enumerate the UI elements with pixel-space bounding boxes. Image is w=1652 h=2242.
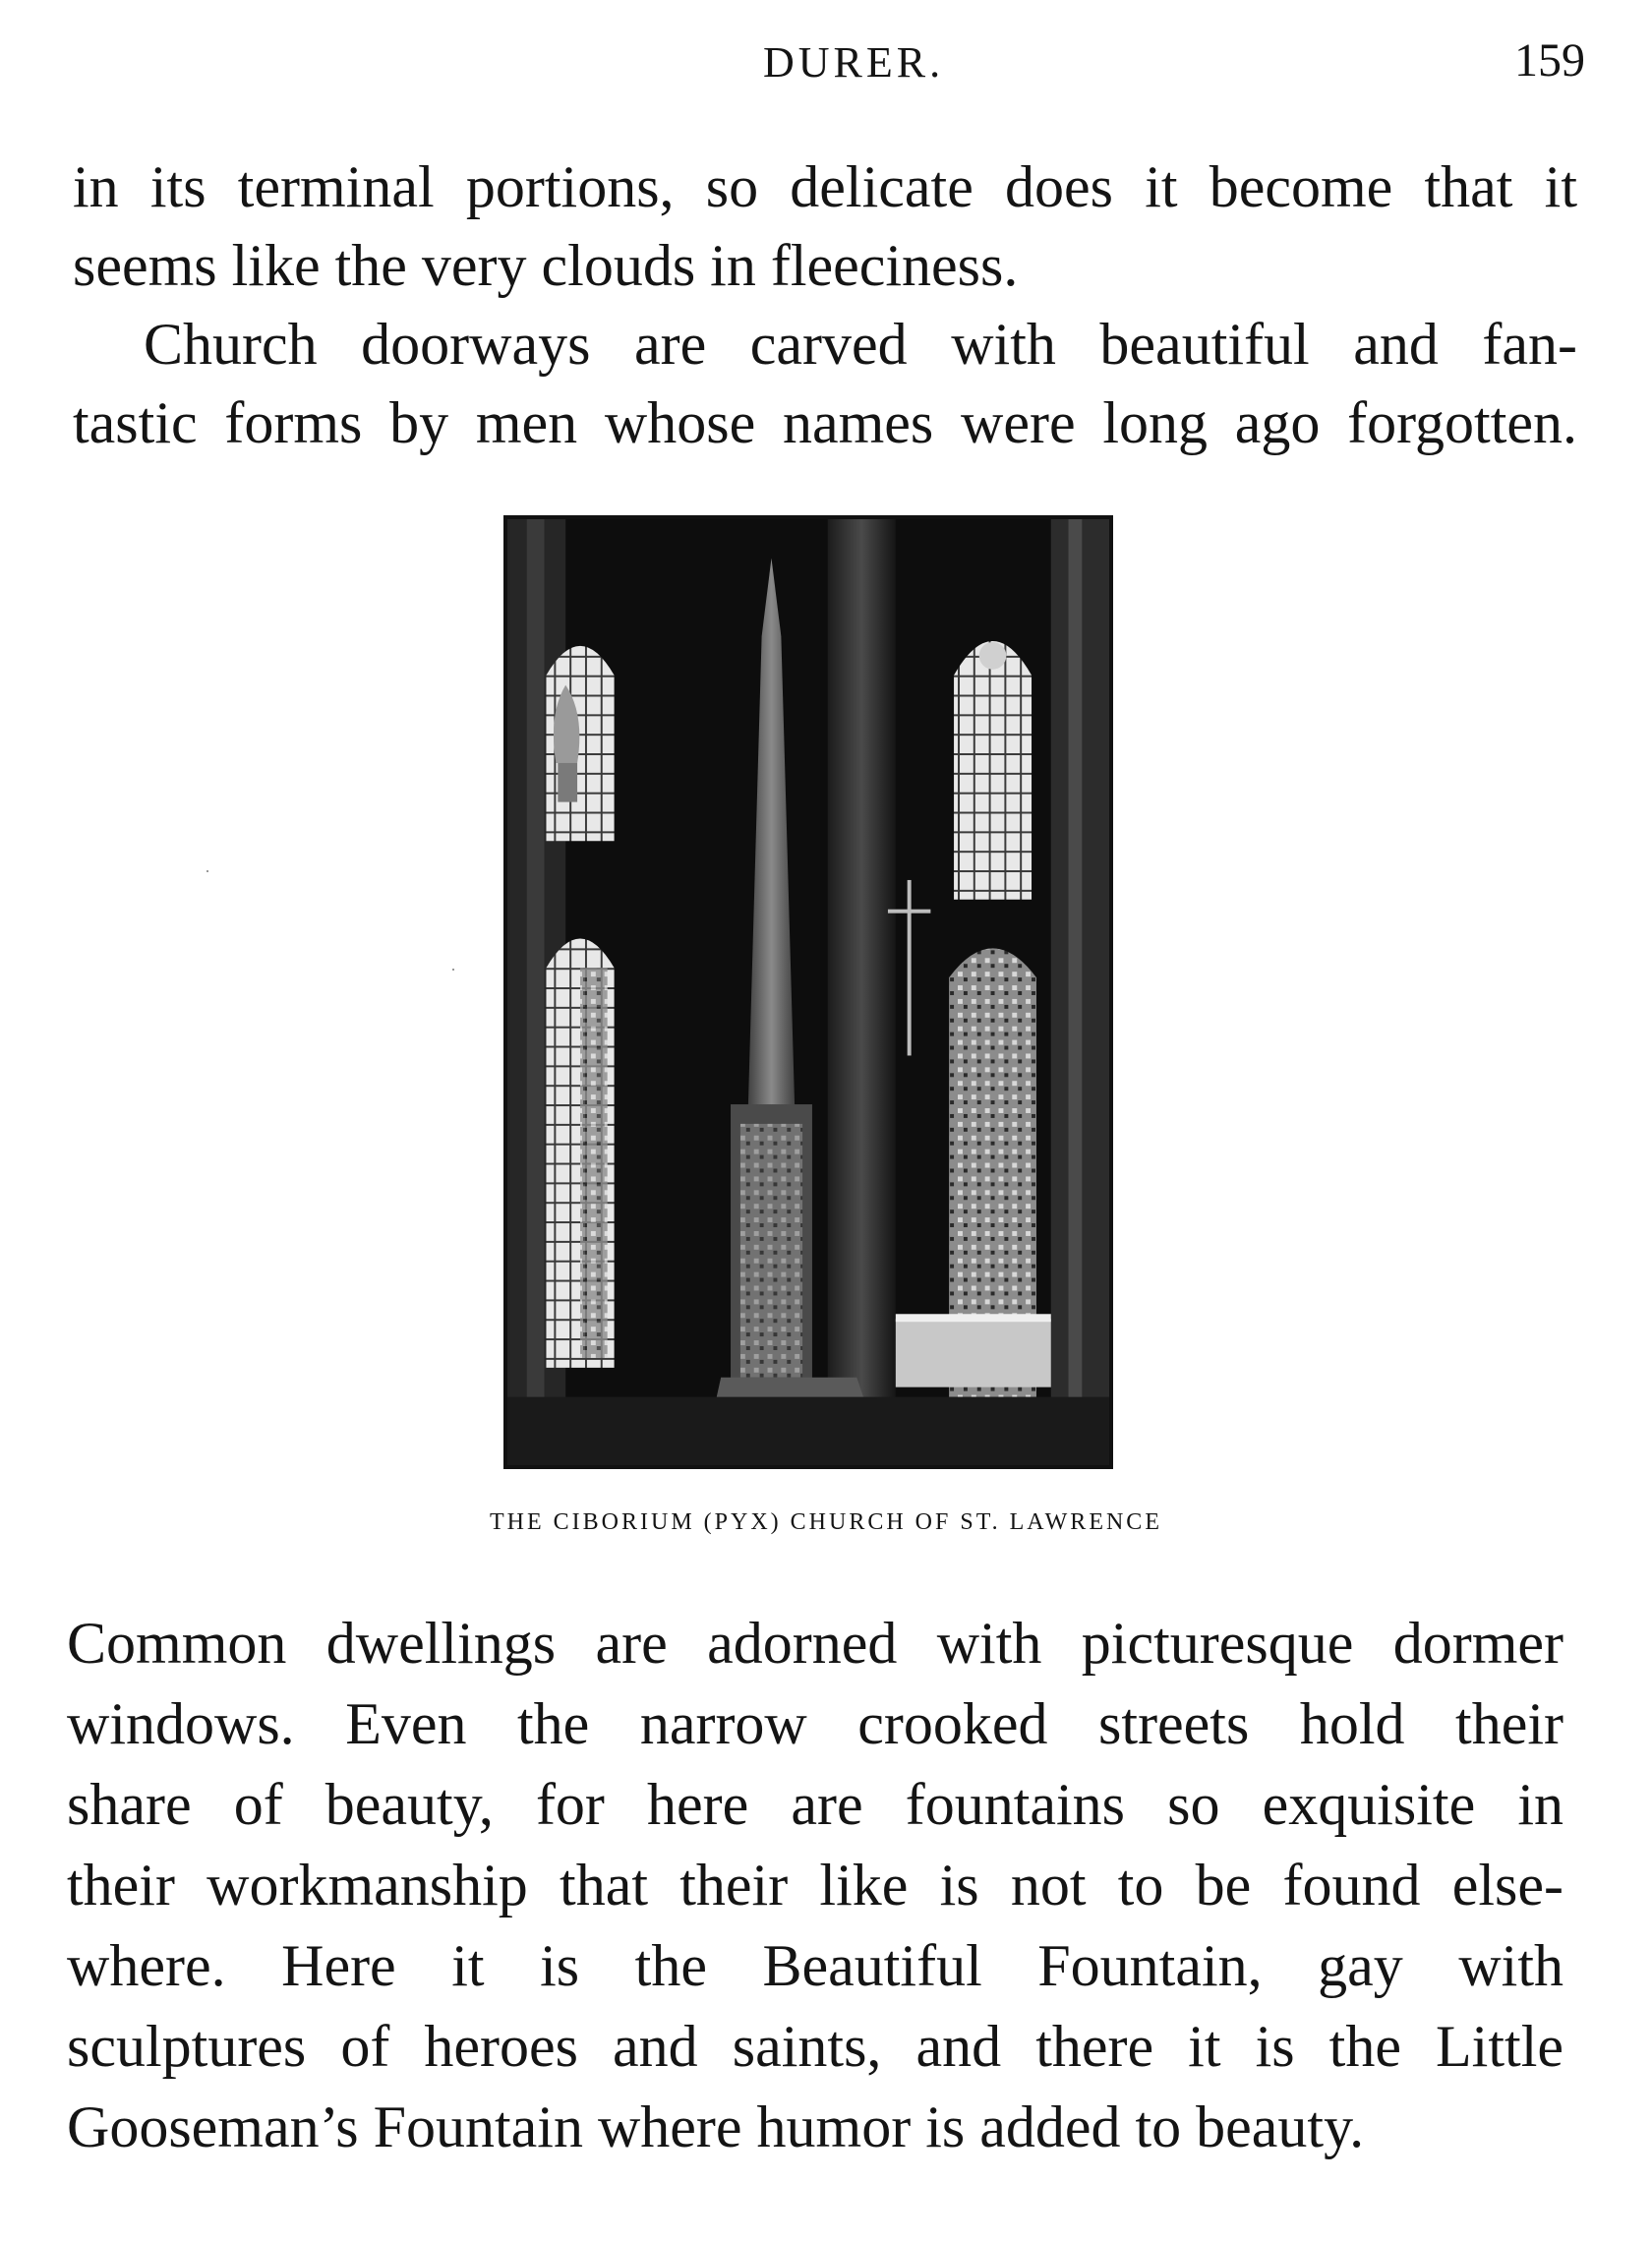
text-line: Church doorways are carved with beautiful and fan- <box>144 312 1577 377</box>
text-line: their workmanship that their like is not to be found else- <box>67 1853 1564 1918</box>
paper-speck <box>206 870 208 872</box>
crucifix <box>908 880 912 1056</box>
upper-right-window <box>954 641 1032 900</box>
text-line: sculptures of heroes and saints, and there it is the Little <box>67 2014 1564 2079</box>
text-line: Gooseman’s Fountain where humor is added to beauty. <box>67 2094 1365 2159</box>
text-line: tastic forms by men whose names were long ago forgotten. <box>73 390 1577 455</box>
paragraph-continuation <box>73 148 1577 305</box>
running-header <box>0 30 1652 98</box>
text-line: seems like the very clouds in fleeciness. <box>73 233 1019 298</box>
running-title: DURER. <box>763 38 945 87</box>
page-number: 159 <box>1514 34 1585 87</box>
paragraph-common-dwellings <box>67 1603 1564 2167</box>
paragraph-church-doorways <box>73 305 1577 462</box>
text-line: in its terminal portions, so delicate does it become that it <box>73 154 1577 219</box>
text-line: share of beauty, for here are fountains so exquisite in <box>67 1772 1564 1837</box>
figure-caption: THE CIBORIUM (PYX) CHURCH OF ST. LAWRENCE <box>490 1509 1162 1535</box>
church-interior-illustration <box>507 519 1109 1465</box>
text-line: windows. Even the narrow crooked streets hold their <box>67 1691 1564 1756</box>
altar <box>896 1319 1051 1386</box>
ciborium-photograph <box>503 515 1113 1469</box>
text-line: where. Here it is the Beautiful Fountain, gay with <box>67 1933 1564 1998</box>
text-line: Common dwellings are adorned with picturesque dormer <box>67 1611 1564 1676</box>
central-column <box>828 519 896 1465</box>
paper-speck <box>452 969 454 971</box>
floor <box>507 1397 1109 1465</box>
